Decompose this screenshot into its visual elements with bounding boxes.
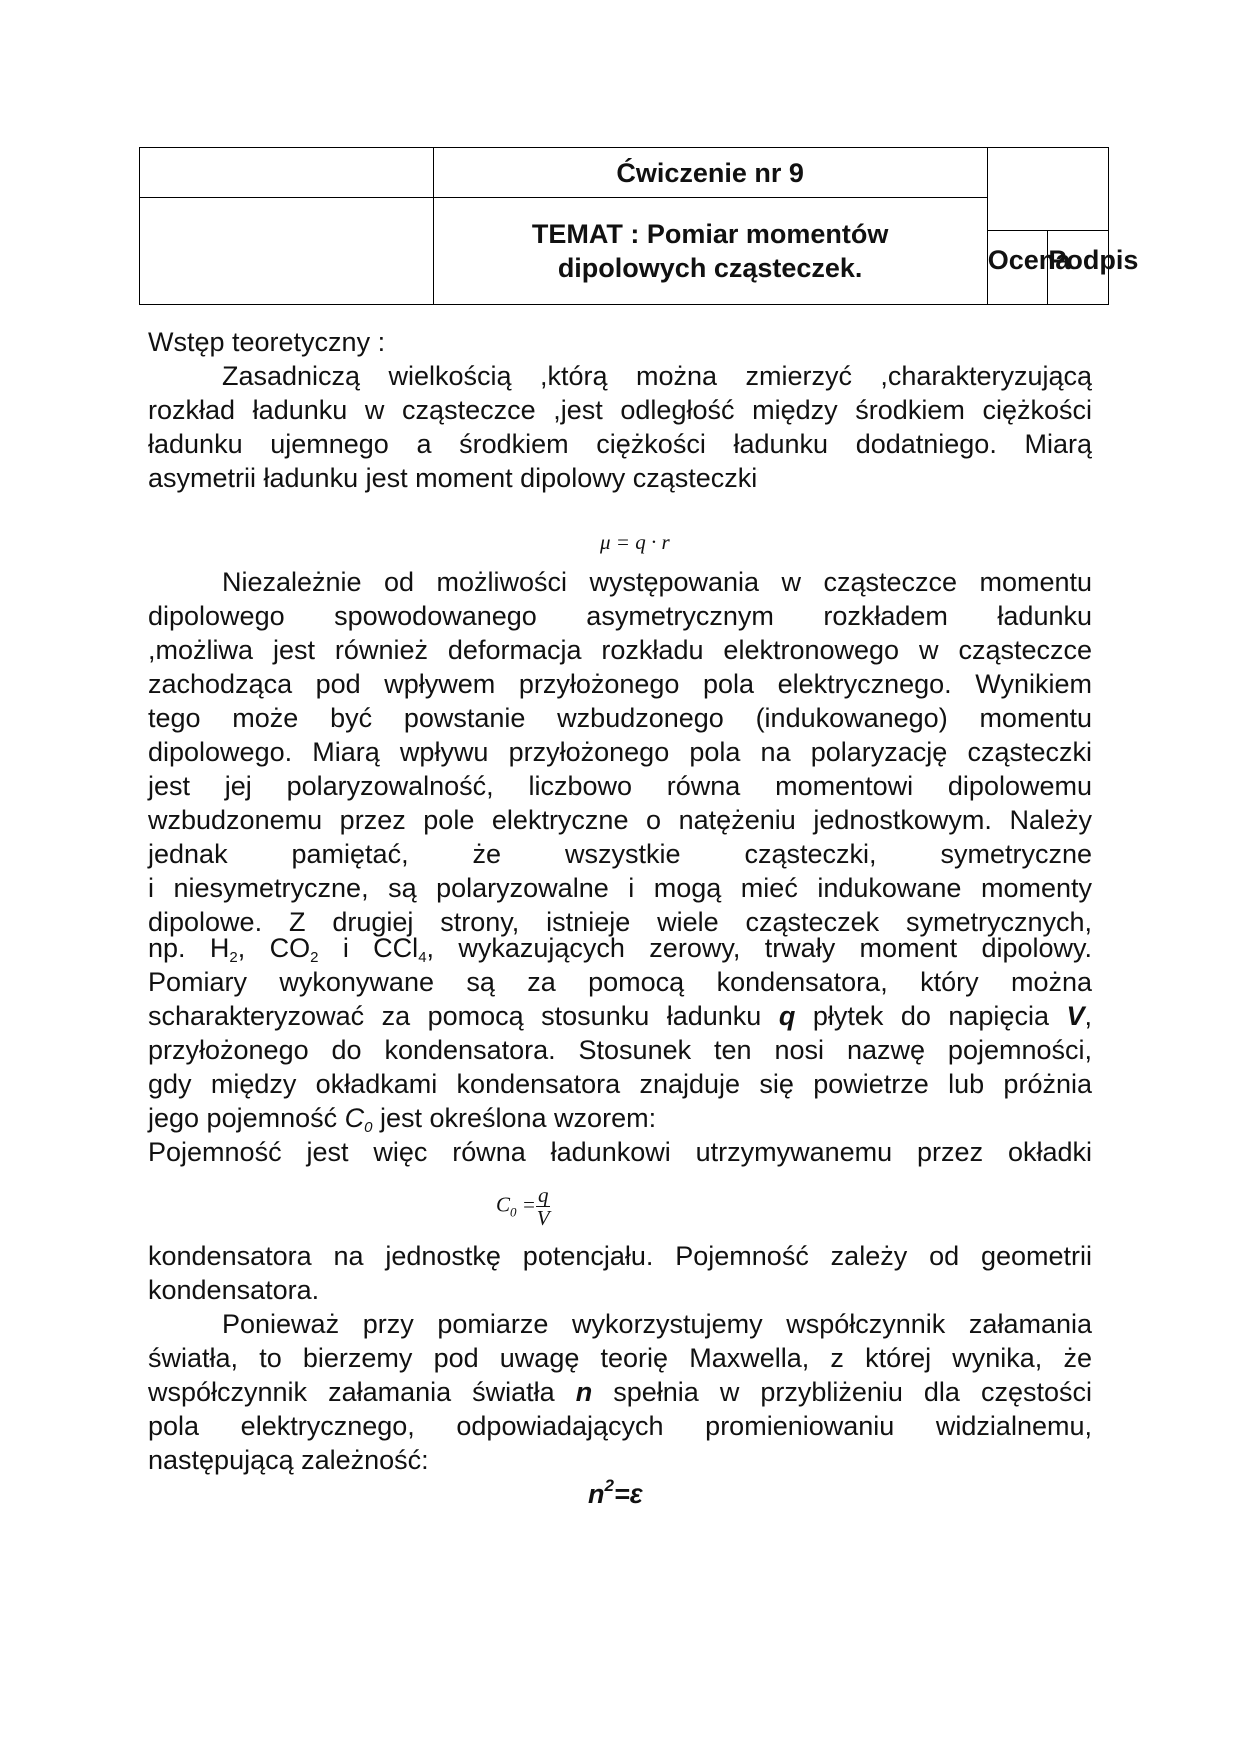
section-title: Wstęp teoretyczny : bbox=[148, 327, 386, 357]
maxwell-epsilon: =ε bbox=[613, 1479, 643, 1509]
formula-maxwell bbox=[588, 1476, 643, 1510]
intro-line-4: asymetrii ładunku jest moment dipolowy cząsteczki bbox=[148, 463, 758, 493]
grade-label: Ocena bbox=[987, 230, 1048, 304]
text-ccl: i CCl bbox=[318, 933, 419, 963]
text-co: , CO bbox=[237, 933, 311, 963]
subscript-c0: 0 bbox=[364, 1119, 373, 1136]
text-frequency: spełnia w przybliżeniu dla częstości bbox=[592, 1377, 1092, 1407]
intro-line-3: ładunku ujemnego a środkiem ciężkości ładunku dodatniego. Miarą bbox=[148, 429, 1092, 459]
formula-dipole-moment: μ = q · r bbox=[600, 530, 670, 554]
text-capacity: jego pojemność bbox=[148, 1103, 345, 1133]
para2-line-4: zachodząca pod wpływem przyłożonego pola elektrycznego. Wynikiem bbox=[148, 669, 1092, 699]
text-refraction: współczynnik załamania światła bbox=[148, 1377, 576, 1407]
para2-capacity-line-2: gdy między okładkami kondensatora znajduje się powietrze lub próżnia bbox=[148, 1069, 1092, 1099]
topic-line-1: TEMAT : Pomiar momentów bbox=[531, 219, 889, 250]
exercise-topic bbox=[433, 198, 987, 305]
para3-line-1: kondensatora na jednostkę potencjału. Pojemność zależy od geometrii bbox=[148, 1241, 1092, 1271]
para4-line-5: następującą zależność: bbox=[148, 1445, 429, 1475]
text-charge: scharakteryzować za pomocą stosunku ładunku bbox=[148, 1001, 779, 1031]
para2-line-10: i niesymetryczne, są polaryzowalne i mogą mieć indukowane momenty bbox=[148, 873, 1092, 903]
topic-line-2: dipolowych cząsteczek. bbox=[557, 253, 863, 284]
para2-line-11: dipolowe. Z drugiej strony, istnieje wiele cząsteczek symetrycznych, bbox=[148, 907, 1092, 937]
para2-line-9: jednak pamiętać, że wszystkie cząsteczki, symetryczne bbox=[148, 839, 1092, 869]
signature-label: Podpis bbox=[1048, 230, 1109, 304]
para4-line-1: Ponieważ przy pomiarze wykorzystujemy współczynnik załamania bbox=[222, 1309, 1092, 1339]
formula-capacitance bbox=[496, 1184, 550, 1229]
para2-line-8: wzbudzonemu przez pole elektryczne o natężeniu jednostkowym. Należy bbox=[148, 805, 1092, 835]
variable-v: V bbox=[1066, 1001, 1085, 1031]
text-formula-intro: jest określona wzorem: bbox=[372, 1103, 657, 1133]
variable-n: n bbox=[575, 1377, 593, 1407]
empty-cell-top-left bbox=[140, 148, 434, 198]
para2-line-1: Niezależnie od możliwości występowania w cząsteczce momentu bbox=[222, 567, 1092, 597]
para2-line-3: ,możliwa jest również deformacja rozkładu elektronowego w cząsteczce bbox=[148, 635, 1092, 665]
fraction-numerator: q bbox=[537, 1183, 549, 1207]
capacity-equal-line: Pojemność jest więc równa ładunkowi utrzymywanemu przez okładki bbox=[148, 1137, 1092, 1167]
para2-line-2: dipolowego spowodowanego asymetrycznym rozkładem ładunku bbox=[148, 601, 1092, 631]
para2-line-5: tego może być powstanie wzbudzonego (indukowanego) momentu bbox=[148, 703, 1092, 733]
empty-cell-bottom-left bbox=[140, 198, 434, 305]
para4-line-2: światła, to bierzemy pod uwagę teorię Maxwella, z której wynika, że bbox=[148, 1343, 1092, 1373]
refractive-index-line bbox=[148, 1376, 1092, 1410]
text-plates: płytek do napięcia bbox=[795, 1001, 1067, 1031]
intro-line-2: rozkład ładunku w cząsteczce ,jest odległość między środkiem ciężkości bbox=[148, 395, 1092, 425]
para2-line-7: jest jej polaryzowalność, liczbowo równa momentowi dipolowemu bbox=[148, 771, 1092, 801]
para3-line-2: kondensatora. bbox=[148, 1275, 320, 1305]
subscript-h: 2 bbox=[229, 949, 238, 966]
exercise-header-table bbox=[139, 147, 1139, 305]
subscript-ccl: 4 bbox=[418, 949, 427, 966]
formula-c-sub: 0 bbox=[510, 1204, 517, 1220]
empty-cell-top-right bbox=[987, 148, 1108, 231]
text-comma: , bbox=[1084, 1001, 1092, 1031]
para4-line-4: pola elektrycznego, odpowiadających promieniowaniu widzialnemu, bbox=[148, 1411, 1092, 1441]
text-zero-moment: , wykazujących zerowy, trwały moment dipolowy. bbox=[426, 933, 1093, 963]
formula-fraction bbox=[536, 1184, 551, 1229]
fraction-denominator: V bbox=[536, 1206, 550, 1230]
para2-capacity-line-1: przyłożonego do kondensatora. Stosunek ten nosi nazwę pojemności, bbox=[148, 1035, 1092, 1065]
subscript-co: 2 bbox=[310, 949, 319, 966]
para2-measure-line: Pomiary wykonywane są za pomocą kondensatora, który można bbox=[148, 967, 1092, 997]
maxwell-exponent: 2 bbox=[604, 1476, 614, 1495]
variable-c: C bbox=[344, 1103, 365, 1133]
formula-equals: = bbox=[521, 1192, 536, 1217]
exercise-number: Ćwiczenie nr 9 bbox=[433, 148, 987, 198]
intro-line-1: Zasadniczą wielkością ,którą można zmierzyć ,charakteryzującą bbox=[222, 361, 1092, 391]
maxwell-n: n bbox=[588, 1479, 605, 1509]
para2-line-6: dipolowego. Miarą wpływu przyłożonego pola na polaryzację cząsteczki bbox=[148, 737, 1092, 767]
text-np-h: np. H bbox=[148, 933, 230, 963]
formula-c: C bbox=[496, 1192, 511, 1217]
variable-q: q bbox=[778, 1001, 796, 1031]
charge-voltage-line bbox=[148, 1000, 1092, 1034]
